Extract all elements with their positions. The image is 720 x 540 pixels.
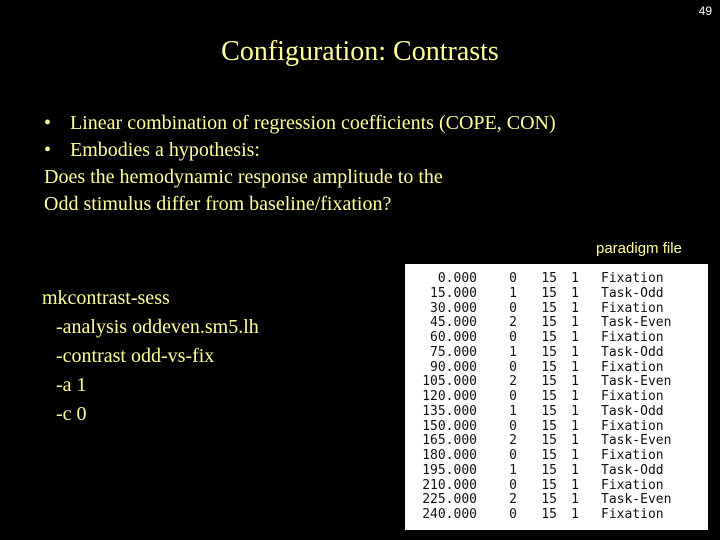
paradigm-weight: 1: [571, 477, 579, 493]
paradigm-time: 150.000: [422, 418, 477, 434]
bullet-marker: •: [44, 139, 52, 161]
bullet-text: Odd stimulus differ from baseline/fixation?: [44, 193, 392, 215]
paradigm-duration: 15: [541, 344, 557, 360]
paradigm-code: 2: [509, 374, 517, 390]
paradigm-duration: 15: [541, 462, 557, 478]
paradigm-duration: 15: [541, 403, 557, 419]
paradigm-duration: 15: [541, 300, 557, 316]
paradigm-weight: 1: [571, 433, 579, 449]
paradigm-row: [405, 464, 708, 479]
paradigm-code: 0: [509, 300, 517, 316]
paradigm-row: [405, 375, 708, 390]
bullet-item: [44, 137, 704, 164]
bullet-text: Does the hemodynamic response amplitude to the: [44, 166, 443, 188]
paradigm-row: [405, 287, 708, 302]
paradigm-time: 30.000: [430, 300, 477, 316]
paradigm-time: 45.000: [430, 315, 477, 331]
paradigm-file-label: paradigm file: [596, 240, 682, 257]
paradigm-row: [405, 420, 708, 435]
paradigm-weight: 1: [571, 315, 579, 331]
paradigm-duration: 15: [541, 418, 557, 434]
paradigm-weight: 1: [571, 462, 579, 478]
paradigm-code: 0: [509, 359, 517, 375]
bullet-continuation: [44, 164, 704, 191]
command-arg: -analysis oddeven.sm5.lh: [56, 316, 259, 338]
slide-title: Configuration: Contrasts: [221, 36, 499, 67]
paradigm-row: [405, 302, 708, 317]
paradigm-time: 60.000: [430, 330, 477, 345]
paradigm-code: 1: [509, 403, 517, 419]
paradigm-time: 105.000: [422, 374, 477, 390]
paradigm-row: [405, 331, 708, 346]
paradigm-row: [405, 316, 708, 331]
paradigm-duration: 15: [541, 448, 557, 463]
paradigm-duration: 15: [541, 507, 557, 522]
paradigm-name: Fixation: [601, 477, 664, 493]
paradigm-weight: 1: [571, 507, 579, 522]
paradigm-code: 0: [509, 330, 517, 345]
paradigm-time: 210.000: [422, 477, 477, 493]
paradigm-weight: 1: [571, 403, 579, 419]
paradigm-row: [405, 390, 708, 405]
paradigm-time: 15.000: [430, 285, 477, 301]
paradigm-name: Fixation: [601, 330, 664, 345]
command-name: mkcontrast-sess: [42, 287, 170, 309]
paradigm-row: [405, 405, 708, 420]
paradigm-row: [405, 479, 708, 494]
paradigm-row: [405, 508, 708, 523]
paradigm-time: 165.000: [422, 433, 477, 449]
paradigm-weight: 1: [571, 330, 579, 345]
paradigm-weight: 1: [571, 344, 579, 360]
paradigm-row: [405, 361, 708, 376]
paradigm-duration: 15: [541, 359, 557, 375]
paradigm-weight: 1: [571, 389, 579, 404]
paradigm-name: Task-Even: [601, 315, 672, 331]
paradigm-time: 135.000: [422, 403, 477, 419]
paradigm-time: 195.000: [422, 462, 477, 478]
paradigm-name: Fixation: [601, 359, 664, 375]
paradigm-weight: 1: [571, 285, 579, 301]
paradigm-code: 2: [509, 315, 517, 331]
paradigm-name: Task-Even: [601, 374, 672, 390]
paradigm-duration: 15: [541, 389, 557, 404]
command-block: [42, 284, 259, 429]
paradigm-duration: 15: [541, 492, 557, 508]
paradigm-row: [405, 434, 708, 449]
paradigm-code: 0: [509, 507, 517, 522]
bullet-continuation: [44, 191, 704, 218]
paradigm-name: Fixation: [601, 448, 664, 463]
paradigm-weight: 1: [571, 448, 579, 463]
paradigm-duration: 15: [541, 374, 557, 390]
paradigm-name: Task-Odd: [601, 403, 664, 419]
paradigm-name: Task-Odd: [601, 462, 664, 478]
paradigm-duration: 15: [541, 315, 557, 331]
paradigm-time: 0.000: [437, 271, 477, 286]
paradigm-code: 0: [509, 271, 517, 286]
paradigm-code: 0: [509, 389, 517, 404]
paradigm-row: [405, 449, 708, 464]
paradigm-duration: 15: [541, 330, 557, 345]
paradigm-weight: 1: [571, 492, 579, 508]
paradigm-name: Task-Even: [601, 433, 672, 449]
command-arg: -c 0: [56, 403, 87, 425]
paradigm-row: [405, 346, 708, 361]
paradigm-row: [405, 272, 708, 287]
paradigm-name: Fixation: [601, 507, 664, 522]
paradigm-time: 120.000: [422, 389, 477, 404]
paradigm-name: Task-Odd: [601, 285, 664, 301]
paradigm-code: 0: [509, 418, 517, 434]
paradigm-code: 0: [509, 477, 517, 493]
paradigm-code: 0: [509, 448, 517, 463]
paradigm-weight: 1: [571, 374, 579, 390]
paradigm-name: Task-Odd: [601, 344, 664, 360]
slide-number: 49: [698, 4, 712, 18]
paradigm-time: 75.000: [430, 344, 477, 360]
paradigm-duration: 15: [541, 285, 557, 301]
paradigm-time: 180.000: [422, 448, 477, 463]
paradigm-weight: 1: [571, 271, 579, 286]
paradigm-duration: 15: [541, 477, 557, 493]
bullet-marker: •: [44, 112, 52, 134]
paradigm-weight: 1: [571, 300, 579, 316]
paradigm-time: 225.000: [422, 492, 477, 508]
paradigm-duration: 15: [541, 433, 557, 449]
paradigm-duration: 15: [541, 271, 557, 286]
paradigm-code: 1: [509, 462, 517, 478]
bullet-text: Linear combination of regression coefficients (COPE, CON): [70, 112, 556, 134]
bullet-text: Embodies a hypothesis:: [70, 139, 260, 161]
paradigm-code: 2: [509, 492, 517, 508]
paradigm-name: Fixation: [601, 300, 664, 316]
paradigm-name: Task-Even: [601, 492, 672, 508]
bullet-list: [44, 110, 704, 218]
command-arg: -contrast odd-vs-fix: [56, 345, 215, 367]
paradigm-row: [405, 493, 708, 508]
command-arg: -a 1: [56, 374, 87, 396]
paradigm-weight: 1: [571, 418, 579, 434]
paradigm-name: Fixation: [601, 418, 664, 434]
paradigm-time: 240.000: [422, 507, 477, 522]
paradigm-code: 1: [509, 285, 517, 301]
paradigm-name: Fixation: [601, 389, 664, 404]
paradigm-code: 2: [509, 433, 517, 449]
paradigm-code: 1: [509, 344, 517, 360]
paradigm-time: 90.000: [430, 359, 477, 375]
paradigm-weight: 1: [571, 359, 579, 375]
paradigm-file-panel: [405, 264, 708, 530]
bullet-item: [44, 110, 704, 137]
paradigm-name: Fixation: [601, 271, 664, 286]
